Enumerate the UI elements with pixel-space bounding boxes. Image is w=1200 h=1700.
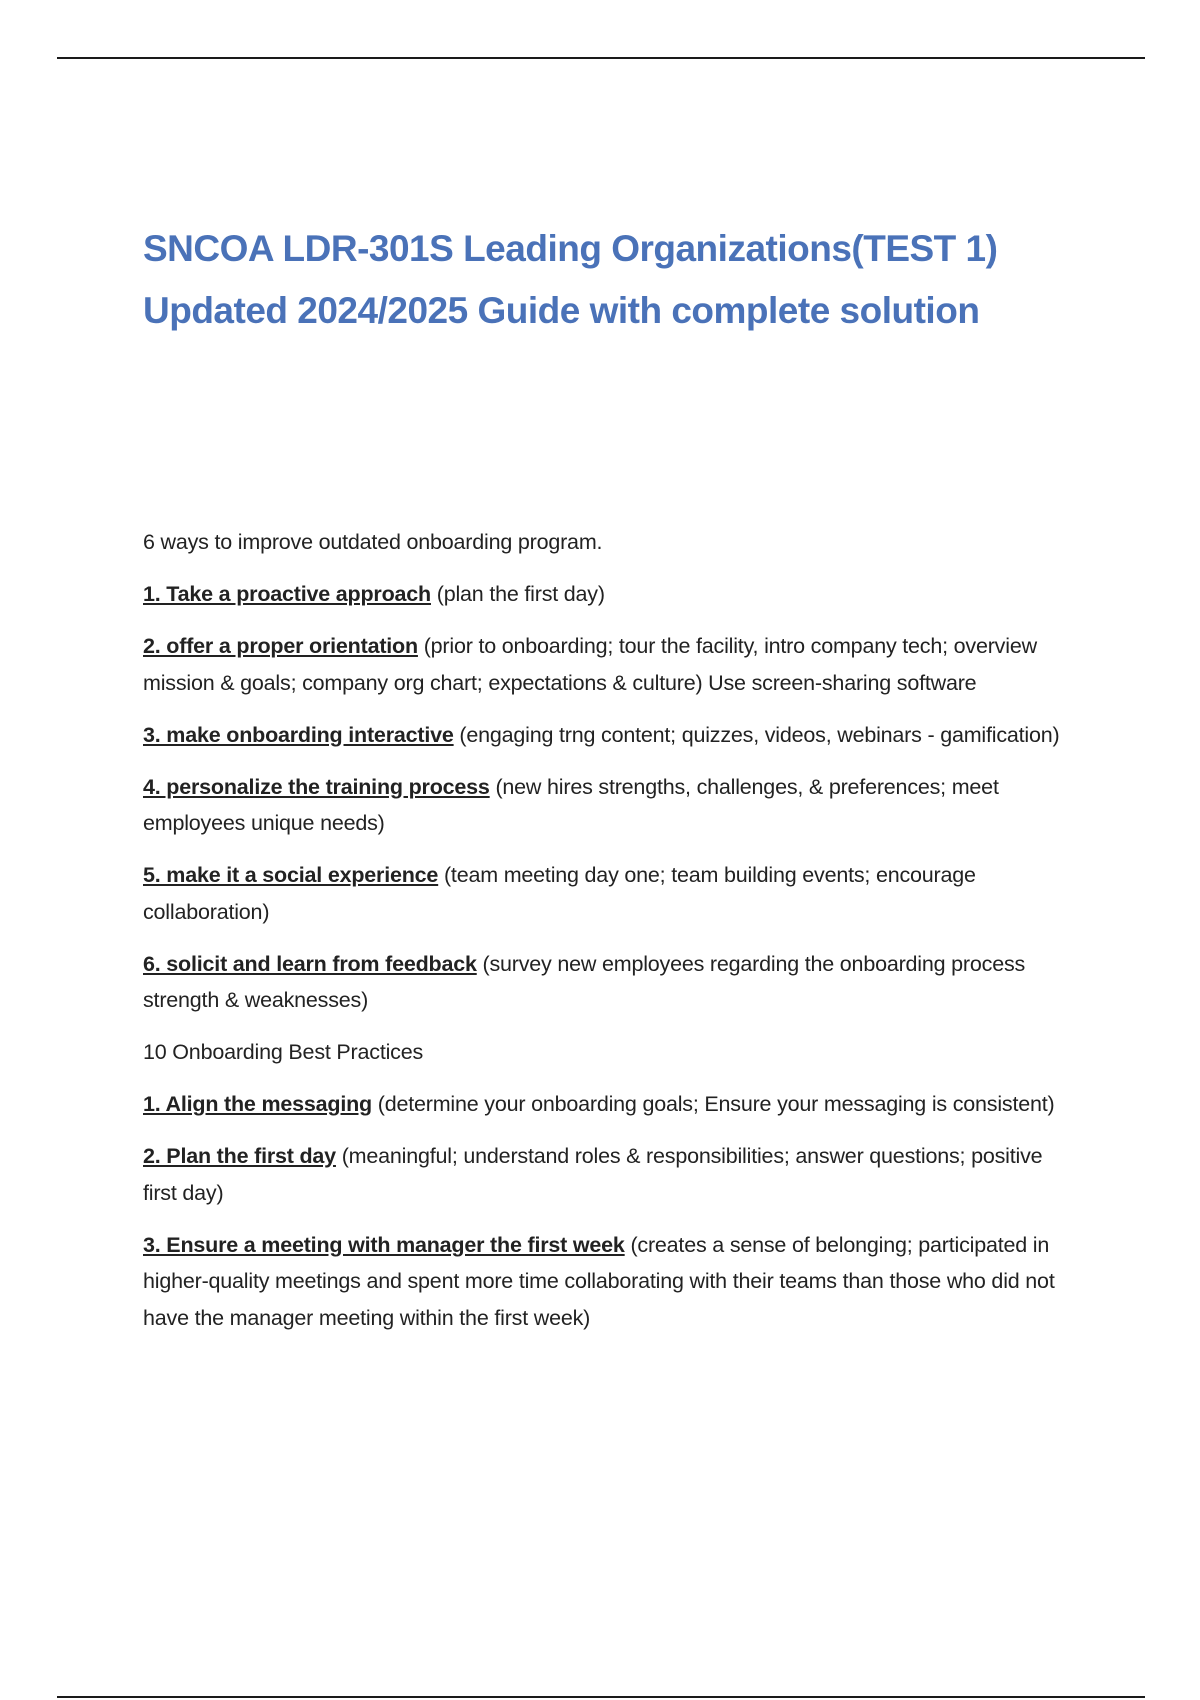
- item-detail: (team meeting day one; team building events; encourage collaboration): [143, 863, 976, 924]
- item-lead: 5. make it a social experience: [143, 863, 439, 887]
- item-lead: 3. Ensure a meeting with manager the first week: [143, 1232, 625, 1257]
- header-rule: [57, 57, 1145, 59]
- item-detail: (meaningful; understand roles & responsibilities; answer questions; positive first day): [143, 1144, 1043, 1205]
- footer-rule: [57, 1696, 1145, 1698]
- item-detail: (engaging trng content; quizzes, videos, webinars - gamification): [453, 722, 1060, 747]
- item-detail: (creates a sense of belonging; participated in higher-quality meetings and spent more time collaborating with their teams than those who did not have the manager meeting within the first week): [143, 1232, 1055, 1330]
- list-item: [143, 628, 1063, 701]
- list-item: [143, 1138, 1063, 1211]
- list-item: [143, 717, 1063, 754]
- item-lead: 2. Plan the first day: [143, 1144, 336, 1168]
- list-item: [143, 769, 1063, 842]
- list-item: [143, 1086, 1063, 1123]
- item-detail: (plan the first day): [430, 582, 605, 606]
- item-detail: (determine your onboarding goals; Ensure your messaging is consistent): [371, 1092, 1055, 1116]
- item-detail: (prior to onboarding; tour the facility, intro company tech; overview mission & goals; company org chart; expectations & culture) Use screen-sharing software: [143, 634, 1037, 695]
- item-lead: 2. offer a proper orientation: [143, 634, 418, 658]
- document-body: [143, 524, 1063, 1352]
- list-item: [143, 576, 1063, 613]
- item-lead: 1. Align the messaging: [143, 1092, 372, 1116]
- list-item: [143, 857, 1063, 930]
- document-title: SNCOA LDR-301S Leading Organizations(TEST 1) Updated 2024/2025 Guide with complete solution: [143, 228, 998, 331]
- item-detail: (survey new employees regarding the onboarding process strength & weaknesses): [143, 951, 1026, 1012]
- item-lead: 4. personalize the training process: [143, 774, 490, 799]
- item-lead: 6. solicit and learn from feedback: [143, 951, 477, 976]
- list-item: [143, 946, 1063, 1019]
- section-heading: 6 ways to improve outdated onboarding program.: [143, 530, 603, 554]
- item-lead: 3. make onboarding interactive: [143, 722, 454, 747]
- list-item: [143, 1227, 1063, 1337]
- item-detail: (new hires strengths, challenges, & preferences; meet employees unique needs): [143, 774, 999, 835]
- item-lead: 1. Take a proactive approach: [143, 582, 431, 606]
- section-heading: 10 Onboarding Best Practices: [143, 1040, 424, 1064]
